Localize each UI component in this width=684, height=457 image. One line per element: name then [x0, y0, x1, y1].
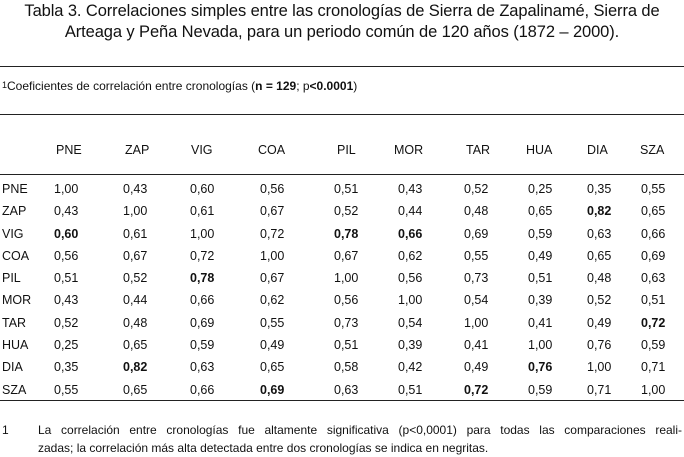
note-n: n = 129: [255, 79, 297, 93]
column-header: HUA: [526, 143, 553, 157]
table-cell: 0,72: [190, 248, 215, 263]
table-cell: 0,25: [54, 338, 79, 353]
column-header: PNE: [56, 143, 82, 157]
table-cell: 0,69: [464, 226, 489, 241]
column-header: MOR: [394, 143, 424, 157]
note-mark: 1: [2, 80, 8, 90]
table-cell: 0,65: [123, 338, 148, 353]
table-cell: 0,67: [334, 248, 359, 263]
table-cell: 1,00: [528, 338, 553, 353]
table-cell: 0,67: [123, 248, 148, 263]
table-cell: 0,52: [587, 293, 612, 308]
row-label: ZAP: [2, 204, 27, 219]
table-cell: 0,48: [123, 315, 148, 330]
table-cell: 0,63: [334, 382, 359, 397]
table-cell: 1,00: [464, 315, 489, 330]
table-cell: 0,72: [641, 315, 666, 330]
table-header-row: [0, 139, 684, 161]
table-cell: 0,51: [54, 271, 79, 286]
column-header: TAR: [466, 143, 491, 157]
table-row: [0, 289, 684, 311]
header-bottom-rule: [0, 174, 684, 175]
table-cell: 0,54: [464, 293, 489, 308]
table-cell: 0,56: [398, 271, 423, 286]
top-rule: [0, 66, 684, 67]
table-cell: 0,60: [190, 182, 215, 196]
table-cell: 0,52: [334, 204, 359, 219]
table-note: [2, 79, 357, 93]
caption-line-2: Arteaga y Peña Nevada, para un periodo común de 120 años (1872 – 2000).: [64, 23, 620, 41]
table-cell: 0,55: [260, 315, 285, 330]
column-header: COA: [258, 143, 286, 157]
table-row: [0, 178, 684, 200]
table-cell: 0,56: [260, 182, 285, 196]
column-header: DIA: [587, 143, 608, 157]
table-cell: 0,41: [528, 315, 553, 330]
table-cell: 0,49: [587, 315, 612, 330]
note-close: ): [353, 79, 358, 93]
table-cell: 0,52: [464, 182, 489, 196]
table-cell: 1,00: [587, 360, 612, 375]
table-cell: 0,43: [54, 293, 79, 308]
table-cell: 0,71: [587, 382, 612, 397]
table-cell: 0,51: [334, 182, 359, 196]
table-body: [0, 178, 684, 401]
table-cell: 0,35: [54, 360, 79, 375]
table-cell: 0,48: [587, 271, 612, 286]
table-cell: 0,61: [123, 226, 148, 241]
table-cell: 0,49: [528, 248, 553, 263]
table-cell: 0,55: [641, 182, 666, 196]
table-cell: 1,00: [123, 204, 148, 219]
table-cell: 1,00: [54, 182, 79, 196]
table-row: [0, 267, 684, 289]
table-cell: 0,66: [398, 226, 423, 241]
bottom-rule: [0, 400, 684, 401]
table-cell: 0,49: [260, 338, 285, 353]
footnote-line-1: La correlación entre cronologías fue altamente significativa (p<0,0001) para todas las comparaciones reali-: [38, 423, 682, 437]
header-top-rule: [0, 114, 684, 115]
table-cell: 0,73: [464, 271, 489, 286]
table-cell: 0,63: [587, 226, 612, 241]
table-cell: 0,43: [398, 182, 423, 196]
table-cell: 0,51: [528, 271, 553, 286]
table-row: [0, 312, 684, 334]
column-header: SZA: [640, 143, 665, 157]
table-row: [0, 245, 684, 267]
note-p: <0.0001: [309, 79, 354, 93]
table-row: [0, 200, 684, 222]
table-cell: 1,00: [190, 226, 215, 241]
footnote-number: 1: [2, 423, 9, 437]
column-header: ZAP: [125, 143, 150, 157]
table-cell: 1,00: [398, 293, 423, 308]
table-row: [0, 356, 684, 378]
table-cell: 0,52: [54, 315, 79, 330]
table-cell: 0,59: [528, 382, 553, 397]
table-cell: 0,66: [190, 382, 215, 397]
table-cell: 0,69: [641, 248, 666, 263]
table-caption: [0, 1, 684, 43]
table-cell: 0,65: [528, 204, 553, 219]
table-cell: 1,00: [641, 382, 666, 397]
table-cell: 0,51: [641, 293, 666, 308]
table-cell: 0,82: [587, 204, 612, 219]
table-cell: 0,78: [334, 226, 359, 241]
table-cell: 0,65: [123, 382, 148, 397]
table-cell: 0,44: [123, 293, 148, 308]
table-cell: 0,51: [334, 338, 359, 353]
table-cell: 0,69: [190, 315, 215, 330]
row-label: SZA: [2, 382, 27, 397]
table-cell: 0,76: [587, 338, 612, 353]
table-cell: 0,55: [54, 382, 79, 397]
table-cell: 0,35: [587, 182, 612, 196]
column-header: VIG: [191, 143, 213, 157]
table-cell: 0,44: [398, 204, 423, 219]
table-cell: 0,56: [334, 293, 359, 308]
caption-line-1: Tabla 3. Correlaciones simples entre las cronologías de Sierra de Zapalinamé, Sierra de: [24, 2, 660, 20]
table-cell: 0,59: [641, 338, 666, 353]
table-cell: 0,78: [190, 271, 215, 286]
table-cell: 0,76: [528, 360, 553, 375]
table-row: [0, 379, 684, 401]
row-label: PNE: [2, 182, 28, 196]
table-cell: 0,48: [464, 204, 489, 219]
table-cell: 0,42: [398, 360, 423, 375]
table-cell: 0,62: [260, 293, 285, 308]
table-cell: 0,61: [190, 204, 215, 219]
table-cell: 0,59: [190, 338, 215, 353]
table-cell: 0,59: [528, 226, 553, 241]
table-cell: 0,56: [54, 248, 79, 263]
table-cell: 0,63: [190, 360, 215, 375]
table-row: [0, 223, 684, 245]
row-label: TAR: [2, 315, 27, 330]
table-cell: 0,65: [587, 248, 612, 263]
table-cell: 0,41: [464, 338, 489, 353]
row-label: COA: [2, 248, 30, 263]
table-cell: 0,62: [398, 248, 423, 263]
table-cell: 0,66: [190, 293, 215, 308]
row-label: DIA: [2, 360, 23, 375]
table-cell: 0,69: [260, 382, 285, 397]
table-cell: 0,43: [54, 204, 79, 219]
table-cell: 0,72: [464, 382, 489, 397]
table-cell: 0,39: [528, 293, 553, 308]
table-cell: 0,72: [260, 226, 285, 241]
table-cell: 0,82: [123, 360, 148, 375]
table-cell: 0,58: [334, 360, 359, 375]
table-cell: 1,00: [260, 248, 285, 263]
table-cell: 0,67: [260, 271, 285, 286]
note-text: Coeficientes de correlación entre cronologías (: [7, 79, 256, 93]
table-cell: 0,39: [398, 338, 423, 353]
footnote-line-2: zadas; la correlación más alta detectada entre dos cronologías se indica en negritas.: [38, 441, 489, 455]
table-cell: 0,71: [641, 360, 666, 375]
table-cell: 0,66: [641, 226, 666, 241]
table-row: [0, 334, 684, 356]
table-cell: 0,65: [260, 360, 285, 375]
table-cell: 0,54: [398, 315, 423, 330]
row-label: PIL: [2, 271, 21, 286]
table-cell: 0,49: [464, 360, 489, 375]
table-cell: 0,52: [123, 271, 148, 286]
row-label: MOR: [2, 293, 32, 308]
column-header: PIL: [337, 143, 356, 157]
table-cell: 1,00: [334, 271, 359, 286]
row-label: HUA: [2, 338, 29, 353]
table-cell: 0,63: [641, 271, 666, 286]
note-sep: ; p: [296, 79, 310, 93]
row-label: VIG: [2, 226, 24, 241]
table-cell: 0,65: [641, 204, 666, 219]
table-cell: 0,67: [260, 204, 285, 219]
table-cell: 0,73: [334, 315, 359, 330]
table-cell: 0,60: [54, 226, 79, 241]
table-cell: 0,43: [123, 182, 148, 196]
table-cell: 0,25: [528, 182, 553, 196]
table-cell: 0,51: [398, 382, 423, 397]
table-cell: 0,55: [464, 248, 489, 263]
